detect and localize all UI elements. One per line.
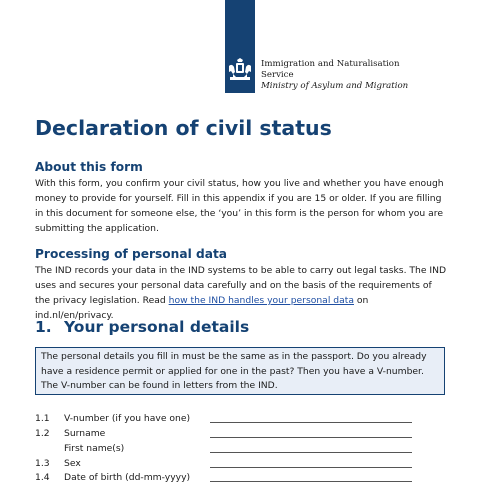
date-of-birth-input-line[interactable] [210,481,412,482]
info-text: The personal details you fill in must be the same as in the passport. Do you already have a residence permit or applied for one in the past? Then you have a V-number. The V-number can be found in letters from the IND. [41,351,427,391]
section-number: 1. [35,318,52,336]
form-field-v-number [35,411,415,426]
sex-input-line[interactable] [210,467,412,468]
form-field-date-of-birth [35,470,415,485]
field-number: 1.3 [35,458,50,469]
agency-line-2: Service [261,70,294,80]
first-names-input-line[interactable] [210,452,412,453]
field-number: 1.4 [35,472,50,483]
section-title: Your personal details [64,318,250,336]
ministry-name: Ministry of Asylum and Migration [261,81,409,91]
form-field-sex [35,456,415,471]
info-box [35,347,445,395]
field-number: 1.1 [35,413,50,424]
field-label: First name(s) [64,443,125,454]
processing-text [35,263,447,323]
field-label: Date of birth (dd-mm-yyyy) [64,472,191,483]
v-number-input-line[interactable] [210,422,412,423]
surname-input-line[interactable] [210,437,412,438]
about-heading: About this form [35,160,143,174]
privacy-link[interactable]: how the IND handles your personal data [168,295,354,306]
section-heading [35,318,249,336]
about-text: With this form, you confirm your civil status, how you live and whether you have enough money to provide for yourself. Fill in this appendix if you are 15 or older. If you are filling in this document for someone else, the ‘you’ in this form is the person for whom you are submitting the application. [35,178,444,234]
page-title: Declaration of civil status [35,116,332,140]
form-field-first-names [35,441,415,456]
field-label: Surname [64,428,106,439]
field-number: 1.2 [35,428,50,439]
processing-text-before: The IND records your data in the IND systems to be able to carry out legal tasks. The IND uses and secures your personal data carefully and on the basis of the requirements of the privacy legislation. Read [35,265,447,306]
agency-line-1: Immigration and Naturalisation [261,59,400,69]
agency-name [261,59,408,92]
field-label: V-number (if you have one) [64,413,191,424]
processing-heading: Processing of personal data [35,247,228,261]
processing-text-after: on ind.nl/en/privacy. [35,295,369,321]
field-label: Sex [64,458,81,469]
coat-of-arms-icon [227,58,253,84]
form-field-surname [35,426,415,441]
